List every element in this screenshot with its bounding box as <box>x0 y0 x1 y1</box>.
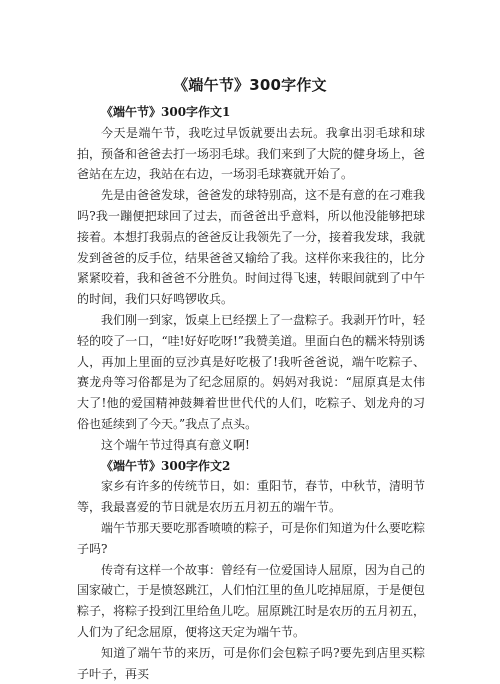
paragraph: 家乡有许多的传统节日，如：重阳节，春节，中秋节，清明节等，我最喜爱的节日就是农历五月初五的端午节。 <box>77 479 426 515</box>
document-body <box>77 102 425 684</box>
section-heading: 《端午节》300字作文1 <box>101 105 231 119</box>
paragraph: 这个端午节过得真有意义啊! <box>101 437 250 452</box>
document-title: 《端午节》300字作文 <box>173 76 327 94</box>
paragraph: 传奇有这样一个故事：曾经有一位爱国诗人屈原，因为自己的国家破亡，于是愤怒跳江，人们怕江里的鱼儿吃掉屈原，于是便包粽子，将粽子投到江里给鱼儿吃。屈原跳江时是农历的五月初五，人们为了纪念屈原，便将这天定为端午节。 <box>77 562 426 639</box>
paragraph: 端午节那天要吃那香喷喷的粽子，可是你们知道为什么要吃粽子吗? <box>77 520 426 556</box>
paragraph: 今天是端午节，我吃过早饭就要出去玩。我拿出羽毛球和球拍，预备和爸爸去打一场羽毛球。我们来到了大院的健身场上，爸爸站在左边，我站在右边，一场羽毛球赛就开始了。 <box>77 125 426 182</box>
paragraph: 我们刚一到家，饭桌上已经摆上了一盘粽子。我剥开竹叶，轻轻的咬了一口，“哇!好好吃呀!”我赞美道。里面白色的糯米特别诱人，再加上里面的豆沙真是好吃极了!我听爸爸说，端午吃粽子、赛龙舟等习俗都是为了纪念屈原的。妈妈对我说：“屈原真是太伟大了!他的爱国精神鼓舞着世世代代的人们，吃粽子、划龙舟的习俗也延续到了今天。”我点了点头。 <box>77 312 426 431</box>
section-heading: 《端午节》300字作文2 <box>101 458 231 473</box>
paragraph: 先是由爸爸发球，爸爸发的球特别高，这不是有意的在刁难我吗?我一蹦便把球回了过去，而爸爸出乎意料，所以他没能够把球接着。本想打我弱点的爸爸反让我领先了一分，接着我发球，我就发到爸爸的反手位，结果爸爸又输给了我。这样你来我往的，比分紧紧咬着，我和爸爸不分胜负。时间过得飞速，转眼间就到了中午的时间，我们只好鸣锣收兵。 <box>77 188 426 307</box>
paragraph: 知道了端午节的来历，可是你们会包粽子吗?要先到店里买粽子叶子，再买 <box>77 645 425 681</box>
